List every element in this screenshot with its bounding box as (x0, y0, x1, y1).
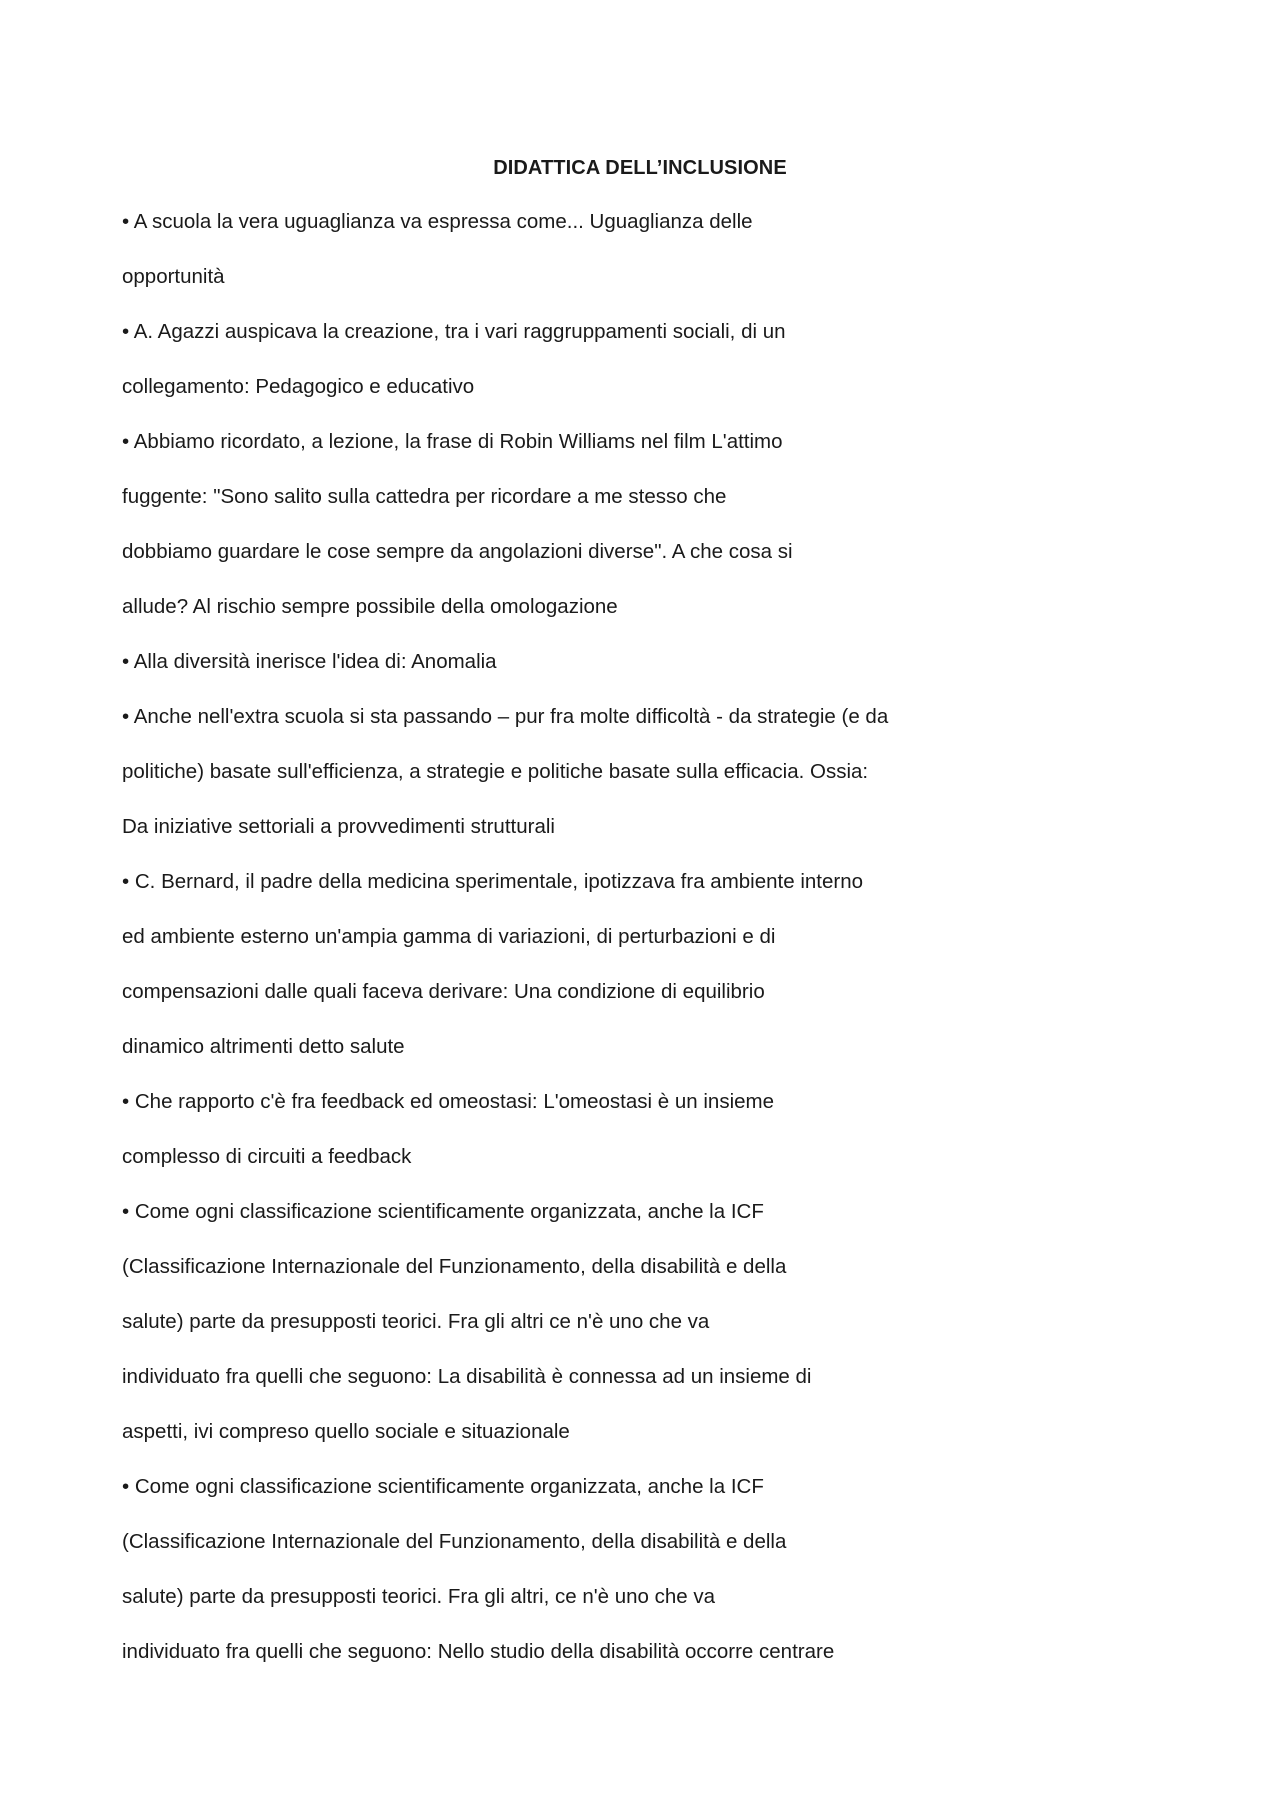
text-line: (Classificazione Internazionale del Funzionamento, della disabilità e della (122, 1255, 787, 1278)
text-line: salute) parte da presupposti teorici. Fra gli altri ce n'è uno che va (122, 1310, 710, 1333)
text-line: • Anche nell'extra scuola si sta passando – pur fra molte difficoltà - da strategie (e da (122, 705, 889, 728)
text-line: salute) parte da presupposti teorici. Fra gli altri, ce n'è uno che va (122, 1585, 716, 1608)
text-line: individuato fra quelli che seguono: Nello studio della disabilità occorre centrare (122, 1640, 835, 1663)
text-line: politiche) basate sull'efficienza, a strategie e politiche basate sulla efficacia. Ossia: (122, 760, 869, 783)
text-line: • Alla diversità inerisce l'idea di: Anomalia (122, 650, 497, 673)
text-line: allude? Al rischio sempre possibile della omologazione (122, 595, 618, 618)
text-line: opportunità (122, 265, 225, 288)
text-line: • Come ogni classificazione scientificamente organizzata, anche la ICF (122, 1200, 764, 1223)
text-line: ed ambiente esterno un'ampia gamma di variazioni, di perturbazioni e di (122, 925, 776, 948)
text-line: • C. Bernard, il padre della medicina sperimentale, ipotizzava fra ambiente interno (122, 870, 864, 893)
text-line: complesso di circuiti a feedback (122, 1145, 412, 1168)
document-body (122, 208, 1182, 1693)
text-line: • A. Agazzi auspicava la creazione, tra i vari raggruppamenti sociali, di un (122, 320, 786, 343)
text-line: • Come ogni classificazione scientificamente organizzata, anche la ICF (122, 1475, 764, 1498)
text-line: dobbiamo guardare le cose sempre da angolazioni diverse". A che cosa si (122, 540, 793, 563)
text-line: • Che rapporto c'è fra feedback ed omeostasi: L'omeostasi è un insieme (122, 1090, 774, 1113)
document-title: DIDATTICA DELL’INCLUSIONE (493, 157, 787, 179)
text-line: (Classificazione Internazionale del Funzionamento, della disabilità e della (122, 1530, 787, 1553)
text-line: aspetti, ivi compreso quello sociale e situazionale (122, 1420, 570, 1443)
text-line: individuato fra quelli che seguono: La disabilità è connessa ad un insieme di (122, 1365, 812, 1388)
text-line: fuggente: "Sono salito sulla cattedra per ricordare a me stesso che (122, 485, 727, 508)
text-line: • Abbiamo ricordato, a lezione, la frase di Robin Williams nel film L'attimo (122, 430, 783, 453)
text-line: • A scuola la vera uguaglianza va espressa come... Uguaglianza delle (122, 210, 753, 233)
text-line: dinamico altrimenti detto salute (122, 1035, 405, 1058)
text-line: collegamento: Pedagogico e educativo (122, 375, 475, 398)
text-line: Da iniziative settoriali a provvedimenti strutturali (122, 815, 555, 838)
text-line: compensazioni dalle quali faceva derivare: Una condizione di equilibrio (122, 980, 765, 1003)
